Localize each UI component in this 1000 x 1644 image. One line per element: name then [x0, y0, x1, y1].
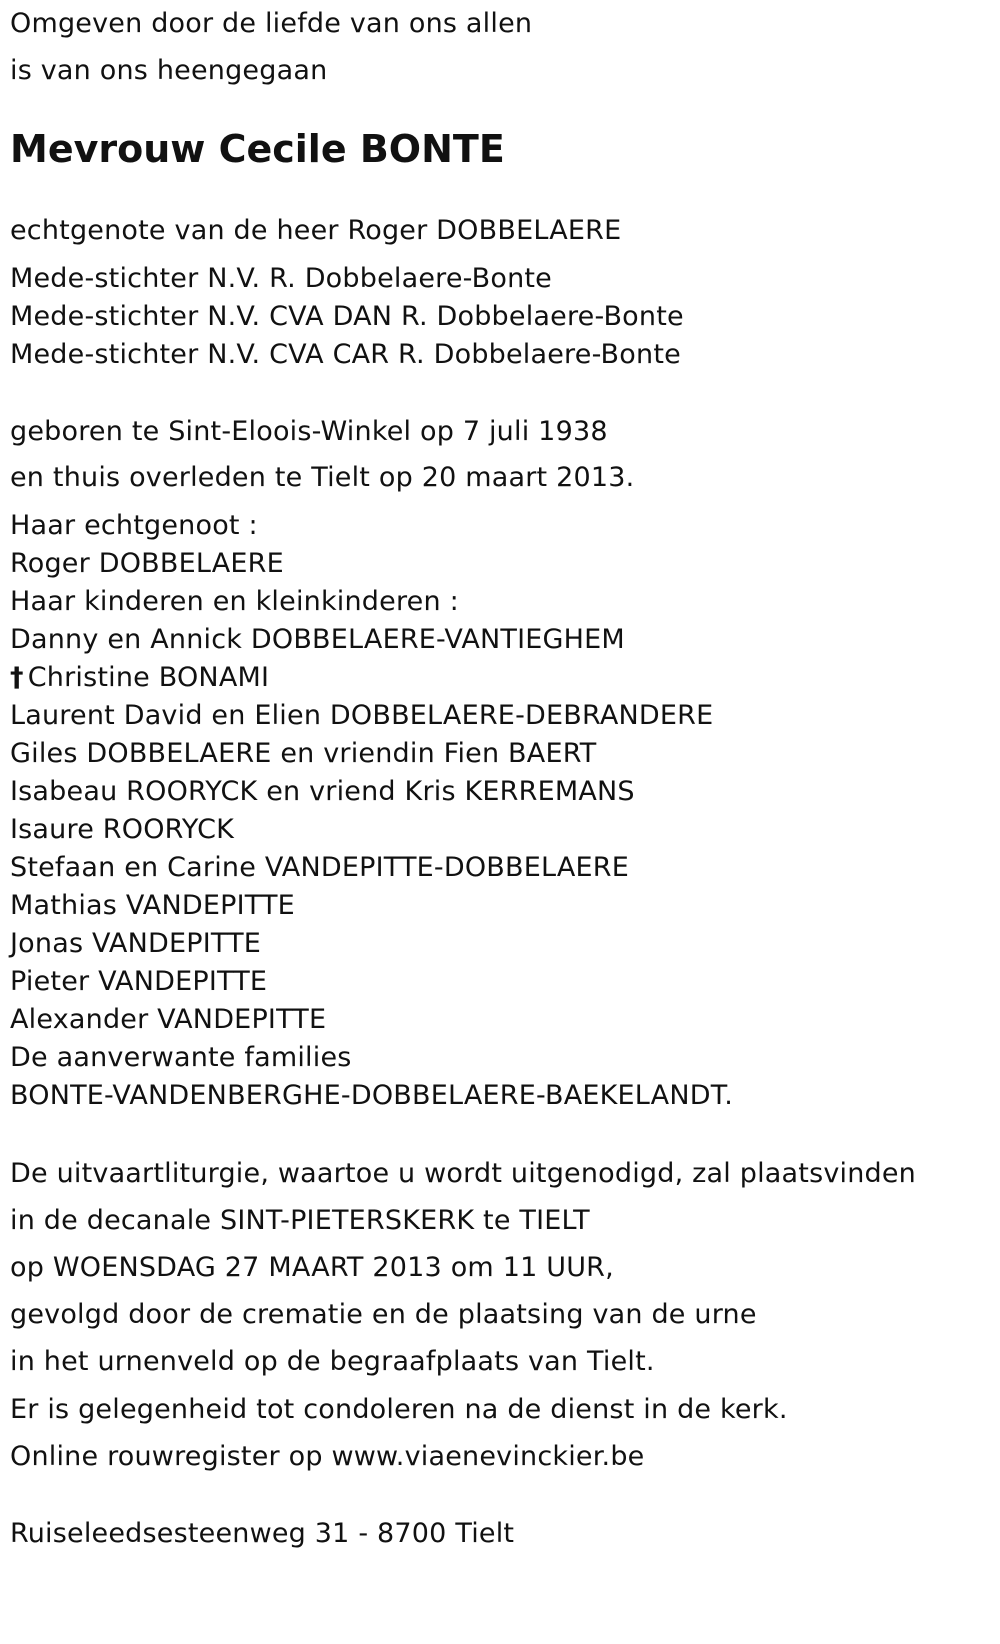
children-heading: Haar kinderen en kleinkinderen :: [10, 586, 459, 617]
role-line: Mede-stichter N.V. CVA CAR R. Dobbelaere-Bonte: [10, 339, 681, 370]
family-member: Pieter VANDEPITTE: [10, 966, 268, 997]
funeral-line: op WOENSDAG 27 MAART 2013 om 11 UUR,: [10, 1252, 614, 1283]
funeral-line: De uitvaartliturgie, waartoe u wordt uitgenodigd, zal plaatsvinden: [10, 1158, 916, 1189]
spouse-line: echtgenote van de heer Roger DOBBELAERE: [10, 215, 622, 246]
address-line: Ruiseleedsesteenweg 31 - 8700 Tielt: [10, 1518, 515, 1549]
cross-icon: †: [10, 662, 24, 693]
death-line: en thuis overleden te Tielt op 20 maart 2013.: [10, 462, 635, 493]
family-member: Stefaan en Carine VANDEPITTE-DOBBELAERE: [10, 852, 630, 883]
funeral-line: gevolgd door de crematie en de plaatsing van de urne: [10, 1299, 757, 1330]
family-member: Giles DOBBELAERE en vriendin Fien BAERT: [10, 738, 597, 769]
family-member: Alexander VANDEPITTE: [10, 1004, 327, 1035]
family-member-deceased: [10, 661, 269, 695]
family-member: Jonas VANDEPITTE: [10, 928, 262, 959]
role-line: Mede-stichter N.V. CVA DAN R. Dobbelaere-Bonte: [10, 301, 684, 332]
family-member: Mathias VANDEPITTE: [10, 890, 295, 921]
spouse-heading: Haar echtgenoot :: [10, 510, 258, 541]
deceased-name: Mevrouw Cecile BONTE: [10, 127, 505, 171]
family-member-name: Christine BONAMI: [27, 662, 270, 693]
funeral-line: Online rouwregister op www.viaenevinckier.be: [10, 1441, 645, 1472]
family-member: Danny en Annick DOBBELAERE-VANTIEGHEM: [10, 624, 625, 655]
funeral-line: in het urnenveld op de begraafplaats van Tielt.: [10, 1346, 655, 1377]
family-member: Isaure ROORYCK: [10, 814, 235, 845]
role-line: Mede-stichter N.V. R. Dobbelaere-Bonte: [10, 263, 552, 294]
funeral-line: in de decanale SINT-PIETERSKERK te TIELT: [10, 1205, 590, 1236]
spouse-name: Roger DOBBELAERE: [10, 548, 284, 579]
relatives-names: BONTE-VANDENBERGHE-DOBBELAERE-BAEKELANDT.: [10, 1080, 733, 1111]
birth-line: geboren te Sint-Eloois-Winkel op 7 juli 1938: [10, 416, 608, 447]
intro-line-2: is van ons heengegaan: [10, 55, 328, 86]
funeral-line: Er is gelegenheid tot condoleren na de dienst in de kerk.: [10, 1394, 788, 1425]
intro-line-1: Omgeven door de liefde van ons allen: [10, 8, 533, 39]
family-member: Laurent David en Elien DOBBELAERE-DEBRANDERE: [10, 700, 714, 731]
family-member: Isabeau ROORYCK en vriend Kris KERREMANS: [10, 776, 635, 807]
relatives-heading: De aanverwante families: [10, 1042, 352, 1073]
